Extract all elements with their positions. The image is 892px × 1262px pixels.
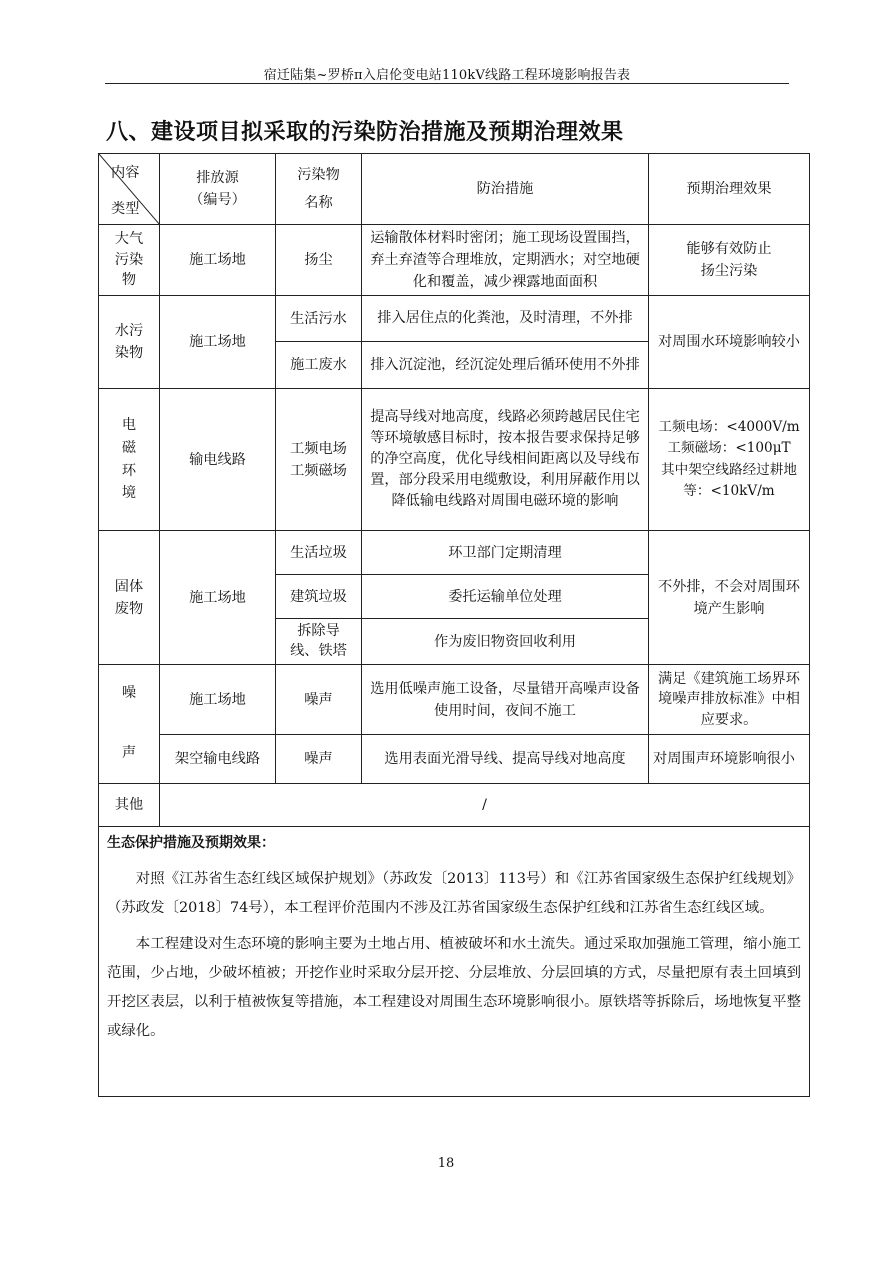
running-header: 宿迁陆集~罗桥π入启伦变电站110kV线路工程环境影响报告表 [263,68,631,83]
measure-water-2: 排入沉淀池，经沉淀处理后循环使用不外排 [362,342,649,389]
pollutant-water-1: 生活污水 [276,296,362,342]
pollutant-noise-2: 噪声 [276,735,362,784]
source-water: 施工场地 [160,296,276,389]
table-row-other [99,784,810,827]
table-row-eco [99,827,810,1097]
eco-section [99,827,810,1097]
header-content: 内容 [111,165,140,181]
header-measure: 防治措施 [362,154,649,225]
effect-noise-2: 对周围声环境影响很小 [649,735,810,784]
type-water: 水污 染物 [99,296,160,389]
source-noise-1: 施工场地 [160,665,276,735]
measure-air: 运输散体材料时密闭；施工现场设置围挡，弃土弃渣等合理堆放，定期洒水；对空地硬化和覆盖，减少裸露地面面积 [362,225,649,296]
table-row-solid-1 [99,531,810,575]
table-row-air [99,225,810,296]
type-other: 其他 [99,784,160,827]
value-other: / [160,784,810,827]
measure-noise-1: 选用低噪声施工设备，尽量错开高噪声设备使用时间，夜间不施工 [362,665,649,735]
table-header-row [99,154,810,225]
type-air: 大气 污染 物 [99,225,160,296]
source-em: 输电线路 [160,389,276,531]
table-row-water-1 [99,296,810,342]
table-row-noise-2 [99,735,810,784]
page-number: 18 [437,1156,455,1171]
measure-water-1: 排入居住点的化粪池，及时清理，不外排 [362,296,649,342]
pollutant-noise-1: 噪声 [276,665,362,735]
type-noise: 噪 声 [99,665,160,784]
eco-paragraph-2: 本工程建设对生态环境的影响主要为土地占用、植被破坏和水土流失。通过采取加强施工管理，缩小施工范围，少占地，少破坏植被；开挖作业时采取分层开挖、分层堆放、分层回填的方式，尽量把原有表土回填到开挖区表层，以利于植被恢复等措施，本工程建设对周围生态环境影响很小。原铁塔等拆除后，场地恢复平整或绿化。 [107,936,801,1039]
effect-water: 对周围水环境影响较小 [649,296,810,389]
table-row-noise-1 [99,665,810,735]
pollutant-solid-1: 生活垃圾 [276,531,362,575]
effect-em: 工频电场：<4000V/m 工频磁场：<100μT 其中架空线路经过耕地等：<10kV/m [649,389,810,531]
pollutant-air: 扬尘 [276,225,362,296]
measure-solid-1: 环卫部门定期清理 [362,531,649,575]
header-pollutant: 污染物 名称 [276,154,362,225]
header-effect: 预期治理效果 [649,154,810,225]
table-row-em [99,389,810,531]
source-air: 施工场地 [160,225,276,296]
pollutant-em: 工频电场 工频磁场 [276,389,362,531]
measure-em: 提高导线对地高度，线路必须跨越居民住宅等环境敏感目标时，按本报告要求保持足够的净空高度，优化导线相间距离以及导线布置，部分段采用电缆敷设，利用屏蔽作用以降低输电线路对周围电磁环境的影响 [362,389,649,531]
header-source: 排放源 （编号） [160,154,276,225]
header-type: 类型 [111,201,140,217]
header-rule [105,83,789,84]
measure-noise-2: 选用表面光滑导线、提高导线对地高度 [362,735,649,784]
pollutant-solid-2: 建筑垃圾 [276,575,362,619]
measure-solid-2: 委托运输单位处理 [362,575,649,619]
pollutant-solid-3: 拆除导 线、铁塔 [276,619,362,665]
effect-solid: 不外排，不会对周围环境产生影响 [649,531,810,665]
eco-paragraph-1: 对照《江苏省生态红线区域保护规划》（苏政发〔2013〕113号）和《江苏省国家级生态保护红线规划》（苏政发〔2018〕74号），本工程评价范围内不涉及江苏省国家级生态保护红线和江苏省生态红线区域。 [107,870,801,916]
effect-air: 能够有效防止 扬尘污染 [649,225,810,296]
section-title: 八、建设项目拟采取的污染防治措施及预期治理效果 [106,120,624,145]
eco-title: 生态保护措施及预期效果： [107,835,275,851]
measure-solid-3: 作为废旧物资回收利用 [362,619,649,665]
source-noise-2: 架空输电线路 [160,735,276,784]
type-em: 电 磁 环 境 [99,389,160,531]
measures-table [98,153,810,1097]
diagonal-header-cell [99,154,160,225]
source-solid: 施工场地 [160,531,276,665]
type-solid: 固体 废物 [99,531,160,665]
effect-noise-1: 满足《建筑施工场界环境噪声排放标准》中相应要求。 [649,665,810,735]
pollutant-water-2: 施工废水 [276,342,362,389]
